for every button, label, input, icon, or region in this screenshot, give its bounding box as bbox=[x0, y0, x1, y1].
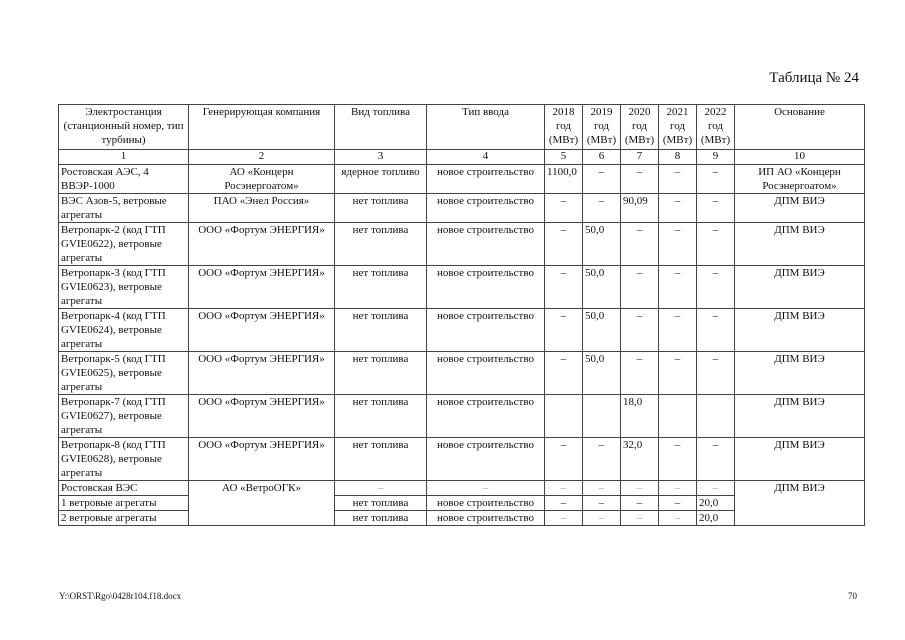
cell-2020: – bbox=[621, 223, 659, 266]
cell-2019 bbox=[583, 395, 621, 438]
table-row bbox=[59, 309, 865, 352]
table-title: Таблица № 24 bbox=[769, 70, 859, 86]
cell-station: 1 ветровые агрегаты bbox=[59, 496, 189, 511]
cell-2018: – bbox=[545, 511, 583, 526]
cell-company: АО «Концерн Росэнергоатом» bbox=[189, 165, 335, 194]
cell-basis: ДПМ ВИЭ bbox=[735, 309, 865, 352]
cell-2020: – bbox=[621, 309, 659, 352]
cell-2020: – bbox=[621, 352, 659, 395]
cell-2019: 50,0 bbox=[583, 309, 621, 352]
cell-2019: – bbox=[583, 194, 621, 223]
table-row bbox=[59, 223, 865, 266]
cell-2020: – bbox=[621, 481, 659, 496]
cell-input-type: новое строительство bbox=[427, 438, 545, 481]
header-company: Генерирующая компания bbox=[189, 105, 335, 150]
cell-2019: – bbox=[583, 496, 621, 511]
cell-2021: – bbox=[659, 511, 697, 526]
cell-fuel: нет топлива bbox=[335, 438, 427, 481]
cell-fuel: ядерное топливо bbox=[335, 165, 427, 194]
cell-2020: 32,0 bbox=[621, 438, 659, 481]
cell-2018: – bbox=[545, 496, 583, 511]
cell-basis: ИП АО «Концерн Росэнергоатом» bbox=[735, 165, 865, 194]
cell-input-type: новое строительство bbox=[427, 223, 545, 266]
cell-2022: – bbox=[697, 481, 735, 496]
cell-fuel: нет топлива bbox=[335, 266, 427, 309]
header-fuel: Вид топлива bbox=[335, 105, 427, 150]
col-number: 8 bbox=[659, 150, 697, 165]
header-2021: 2021 год (МВт) bbox=[659, 105, 697, 150]
cell-station: Ветропарк-2 (код ГТП GVIE0622), ветровые агрегаты bbox=[59, 223, 189, 266]
col-number: 10 bbox=[735, 150, 865, 165]
col-number: 1 bbox=[59, 150, 189, 165]
col-number: 7 bbox=[621, 150, 659, 165]
cell-2021: – bbox=[659, 223, 697, 266]
cell-2019: – bbox=[583, 511, 621, 526]
cell-2021: – bbox=[659, 352, 697, 395]
cell-2018: – bbox=[545, 223, 583, 266]
col-number: 4 bbox=[427, 150, 545, 165]
cell-2018: – bbox=[545, 309, 583, 352]
cell-input-type: – bbox=[427, 481, 545, 496]
cell-2019: – bbox=[583, 165, 621, 194]
cell-station: Ветропарк-5 (код ГТП GVIE0625), ветровые агрегаты bbox=[59, 352, 189, 395]
group-row bbox=[59, 481, 865, 496]
cell-company: ООО «Фортум ЭНЕРГИЯ» bbox=[189, 266, 335, 309]
cell-company: ООО «Фортум ЭНЕРГИЯ» bbox=[189, 223, 335, 266]
cell-2019: – bbox=[583, 481, 621, 496]
col-number: 9 bbox=[697, 150, 735, 165]
cell-2019: 50,0 bbox=[583, 352, 621, 395]
cell-station: 2 ветровые агрегаты bbox=[59, 511, 189, 526]
cell-basis: ДПМ ВИЭ bbox=[735, 266, 865, 309]
cell-2018: – bbox=[545, 194, 583, 223]
col-number: 3 bbox=[335, 150, 427, 165]
table-row bbox=[59, 352, 865, 395]
cell-2019: 50,0 bbox=[583, 266, 621, 309]
table-row bbox=[59, 266, 865, 309]
cell-station: Ветропарк-7 (код ГТП GVIE0627), ветровые агрегаты bbox=[59, 395, 189, 438]
cell-basis: ДПМ ВИЭ bbox=[735, 223, 865, 266]
cell-input-type: новое строительство bbox=[427, 352, 545, 395]
cell-fuel: нет топлива bbox=[335, 352, 427, 395]
col-number: 5 bbox=[545, 150, 583, 165]
header-2019: 2019 год (МВт) bbox=[583, 105, 621, 150]
cell-basis: ДПМ ВИЭ bbox=[735, 481, 865, 526]
cell-company: ООО «Фортум ЭНЕРГИЯ» bbox=[189, 438, 335, 481]
cell-2020: – bbox=[621, 511, 659, 526]
cell-company: ООО «Фортум ЭНЕРГИЯ» bbox=[189, 395, 335, 438]
cell-basis: ДПМ ВИЭ bbox=[735, 352, 865, 395]
cell-2021: – bbox=[659, 496, 697, 511]
table-body bbox=[59, 165, 865, 526]
cell-company: АО «ВетроОГК» bbox=[189, 481, 335, 526]
cell-2018: – bbox=[545, 266, 583, 309]
cell-station: ВЭС Азов-5, ветровые агрегаты bbox=[59, 194, 189, 223]
cell-input-type: новое строительство bbox=[427, 266, 545, 309]
cell-fuel: нет топлива bbox=[335, 395, 427, 438]
cell-station: Ветропарк-4 (код ГТП GVIE0624), ветровые агрегаты bbox=[59, 309, 189, 352]
cell-basis: ДПМ ВИЭ bbox=[735, 194, 865, 223]
header-2018: 2018 год (МВт) bbox=[545, 105, 583, 150]
cell-2021 bbox=[659, 395, 697, 438]
cell-2022: 20,0 bbox=[697, 511, 735, 526]
cell-2019: 50,0 bbox=[583, 223, 621, 266]
cell-2018: – bbox=[545, 438, 583, 481]
cell-input-type: новое строительство bbox=[427, 165, 545, 194]
cell-2020: – bbox=[621, 165, 659, 194]
cell-fuel: нет топлива bbox=[335, 511, 427, 526]
cell-fuel: нет топлива bbox=[335, 496, 427, 511]
cell-2022 bbox=[697, 395, 735, 438]
cell-2018: – bbox=[545, 352, 583, 395]
cell-input-type: новое строительство bbox=[427, 511, 545, 526]
table-row bbox=[59, 395, 865, 438]
col-number: 6 bbox=[583, 150, 621, 165]
header-input-type: Тип ввода bbox=[427, 105, 545, 150]
cell-input-type: новое строительство bbox=[427, 194, 545, 223]
cell-2021: – bbox=[659, 194, 697, 223]
cell-station: Ветропарк-3 (код ГТП GVIE0623), ветровые агрегаты bbox=[59, 266, 189, 309]
cell-2021: – bbox=[659, 266, 697, 309]
cell-fuel: нет топлива bbox=[335, 194, 427, 223]
cell-2022: – bbox=[697, 309, 735, 352]
col-number: 2 bbox=[189, 150, 335, 165]
cell-2020: – bbox=[621, 266, 659, 309]
cell-2020: 18,0 bbox=[621, 395, 659, 438]
cell-fuel: – bbox=[335, 481, 427, 496]
header-station: Электростанция (станционный номер, тип турбины) bbox=[59, 105, 189, 150]
cell-2018: – bbox=[545, 481, 583, 496]
cell-station: Ветропарк-8 (код ГТП GVIE0628), ветровые агрегаты bbox=[59, 438, 189, 481]
cell-2022: – bbox=[697, 352, 735, 395]
cell-2018: 1100,0 bbox=[545, 165, 583, 194]
footer-file-path: Y:\ORST\Rgo\0428r104.f18.docx bbox=[59, 591, 182, 601]
column-number-row bbox=[59, 150, 865, 165]
table-row bbox=[59, 165, 865, 194]
cell-2022: – bbox=[697, 194, 735, 223]
capacity-table bbox=[58, 104, 865, 526]
cell-station: Ростовская ВЭС bbox=[59, 481, 189, 496]
cell-2018 bbox=[545, 395, 583, 438]
cell-fuel: нет топлива bbox=[335, 223, 427, 266]
header-2022: 2022 год (МВт) bbox=[697, 105, 735, 150]
cell-2021: – bbox=[659, 309, 697, 352]
cell-2021: – bbox=[659, 165, 697, 194]
page-number: 70 bbox=[848, 591, 857, 601]
cell-2022: 20,0 bbox=[697, 496, 735, 511]
table-row bbox=[59, 438, 865, 481]
cell-fuel: нет топлива bbox=[335, 309, 427, 352]
cell-2019: – bbox=[583, 438, 621, 481]
header-basis: Основание bbox=[735, 105, 865, 150]
cell-2022: – bbox=[697, 223, 735, 266]
cell-input-type: новое строительство bbox=[427, 395, 545, 438]
header-2020: 2020 год (МВт) bbox=[621, 105, 659, 150]
cell-2022: – bbox=[697, 165, 735, 194]
cell-company: ООО «Фортум ЭНЕРГИЯ» bbox=[189, 309, 335, 352]
cell-company: ООО «Фортум ЭНЕРГИЯ» bbox=[189, 352, 335, 395]
cell-2021: – bbox=[659, 438, 697, 481]
cell-basis: ДПМ ВИЭ bbox=[735, 395, 865, 438]
cell-station: Ростовская АЭС, 4 ВВЭР-1000 bbox=[59, 165, 189, 194]
cell-2021: – bbox=[659, 481, 697, 496]
cell-2020: 90,09 bbox=[621, 194, 659, 223]
cell-2022: – bbox=[697, 438, 735, 481]
cell-basis: ДПМ ВИЭ bbox=[735, 438, 865, 481]
cell-2020: – bbox=[621, 496, 659, 511]
cell-input-type: новое строительство bbox=[427, 496, 545, 511]
table-row bbox=[59, 194, 865, 223]
cell-company: ПАО «Энел Россия» bbox=[189, 194, 335, 223]
header-row bbox=[59, 105, 865, 150]
cell-input-type: новое строительство bbox=[427, 309, 545, 352]
cell-2022: – bbox=[697, 266, 735, 309]
